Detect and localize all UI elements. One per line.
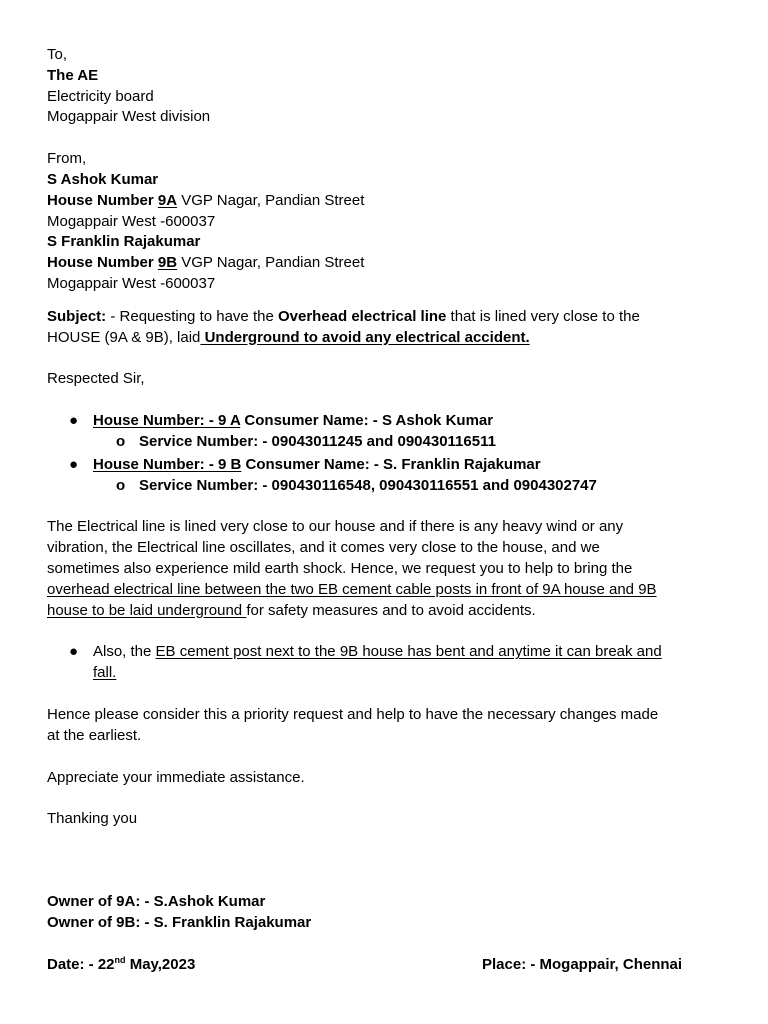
sender1-address-line: House Number 9A VGP Nagar, Pandian Street: [47, 191, 365, 209]
appreciation: Appreciate your immediate assistance.: [47, 768, 305, 786]
sub-bullet-icon: o: [116, 432, 126, 450]
closing-block: Hence please consider this a priority request and help to have the necessary changes made at the earliest. Appreciate your immediate assistance. Thanking you: [47, 705, 737, 830]
sender2-city: Mogappair West -600037: [47, 274, 216, 292]
recipient-division: Mogappair West division: [47, 108, 211, 126]
sub-bullet-icon: o: [116, 476, 126, 494]
list-item: ● Also, the EB cement post next to the 9B house has bent and anytime it can break and: [47, 642, 737, 663]
subject-block: Subject: - Requesting to have the Overhead electrical line that is lined very close to the HOUSE (9A & 9B), laid Underground to avoid any electrical accident.: [47, 307, 640, 346]
bullet-icon: ●: [69, 643, 79, 661]
place: Place: - Mogappair, Chennai: [482, 955, 683, 973]
consumer-list: [47, 411, 737, 496]
list-item: o Service Number: - 09043011245 and 090430116511: [47, 432, 737, 453]
to-salutation: To,: [47, 46, 68, 63]
bullet-icon: ●: [69, 455, 79, 473]
from-label: From,: [47, 150, 87, 168]
sender2-house-no: 9B: [157, 254, 178, 272]
also-note: ● Also, the EB cement post next to the 9B house has bent and anytime it can break and fall.: [47, 642, 737, 684]
letter: [47, 45, 737, 976]
date: Date: - 22nd May,2023: [47, 954, 196, 973]
greeting: Respected Sir,: [47, 370, 145, 388]
sender1-city: Mogappair West -600037: [47, 212, 216, 230]
recipient: The AE: [47, 66, 99, 84]
signature-block: [47, 892, 737, 976]
subject-label: Subject:: [47, 307, 107, 325]
body-paragraph: The Electrical line is lined very close to our house and if there is any heavy wind or any vibration, the Electrical line oscillates, and it comes very close to the house, and we sometimes also experience mild earth shock. Hence, we request you to help to bring the overhead electrical line between the two EB cement cable posts in front of 9A house and 9B house to be laid underground for safety measures and to avoid accidents.: [47, 518, 657, 619]
list-item: ● House Number: - 9 B Consumer Name: - S. Franklin Rajakumar: [47, 455, 737, 476]
sender2-name: S Franklin Rajakumar: [47, 233, 201, 251]
owner-9b: Owner of 9B: - S. Franklin Rajakumar: [47, 913, 312, 931]
owner-9a: Owner of 9A: - S.Ashok Kumar: [47, 893, 266, 911]
sender2-address-line: House Number 9B VGP Nagar, Pandian Street: [47, 254, 365, 272]
thanking: Thanking you: [47, 810, 138, 828]
list-item: o Service Number: - 090430116548, 090430116551 and 0904302747: [47, 476, 737, 497]
sender1-name: S Ashok Kumar: [47, 170, 159, 188]
from-block: [47, 149, 737, 295]
bullet-icon: ●: [69, 412, 79, 430]
sender1-house-no: 9A: [157, 191, 178, 209]
to-block: [47, 45, 737, 128]
recipient-org: Electricity board: [47, 87, 154, 105]
subject-highlight: Underground to avoid any electrical accident.: [200, 328, 530, 346]
list-item: ● House Number: - 9 A Consumer Name: - S Ashok Kumar: [47, 411, 737, 432]
